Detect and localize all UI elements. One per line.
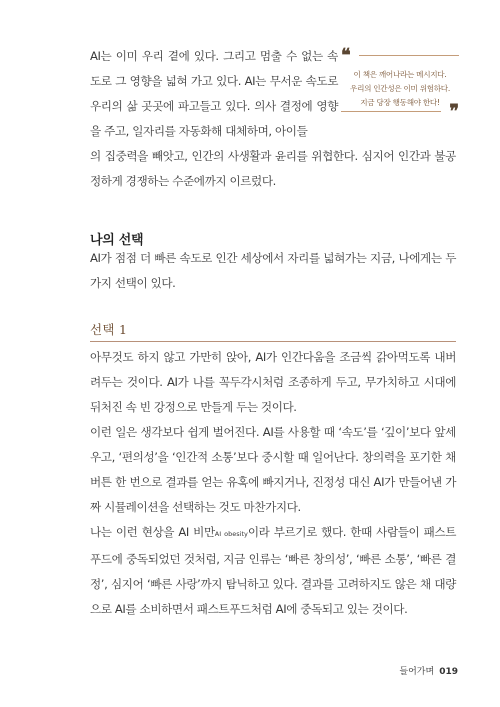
running-chapter-title: 들어가며: [399, 667, 435, 677]
option-label: 선택 1: [90, 322, 128, 337]
pullquote: [341, 45, 459, 122]
page-number: 019: [439, 667, 458, 677]
close-quote-icon: ❞: [449, 101, 459, 122]
option-paragraph-2: 이런 일은 생각보다 쉽게 벌어진다. AI를 사용할 때 ‘속도’를 ‘깊이’보다 앞세우고, ‘편의성’을 ‘인간적 소통’보다 중시할 때 일어난다. 창의력을 포기한 채 버튼 한 번으로 결과를 얻는 유혹에 빠지거나, 진정성 대신 AI가 만들어낸 가짜 시뮬레이션을 선택하는 것도 마찬가지다.: [90, 425, 456, 514]
section-intro-paragraph: AI가 점점 더 빠른 속도로 인간 세상에서 자리를 넓혀가는 지금, 나에게는 두 가지 선택이 있다.: [90, 251, 456, 290]
pullquote-line: 우리의 인간성은 이미 위험하다.: [350, 84, 450, 93]
paragraph-text: 이라 부르기로 했다. 한때 사람들이 패스트푸드에 중독되었던 것처럼, 지금 인류는 ‘빠른 창의성’, ‘빠른 소통’, ‘빠른 결정’, 심지어 ‘빠른 사랑’까지 탐닉하고 있다. 결과를 고려하지도 않은 채 대량으로 AI를 소비하면서 패스트푸드처럼 AI에 중독되고 있는 것이다.: [90, 525, 457, 616]
option-divider: [90, 341, 456, 342]
open-quote-icon: ❝: [341, 45, 351, 66]
section-title: 나의 선택: [90, 233, 144, 248]
pullquote-text: [341, 68, 459, 110]
pullquote-line: 이 책은 깨어나라는 메시지다.: [353, 70, 447, 79]
option-paragraph-1: 아무것도 하지 않고 가만히 앉아, AI가 인간다움을 조금씩 갉아먹도록 내버려두는 것이다. AI가 나를 꼭두각시처럼 조종하게 두고, 무가치하고 시대에 뒤처진 속 빈 강정으로 만들게 두는 것이다.: [90, 350, 456, 414]
pullquote-bottom-rule: [341, 111, 441, 112]
pullquote-line: 지금 당장 행동해야 한다!: [360, 98, 440, 107]
intro-paragraph-full: 의 집중력을 빼앗고, 인간의 사생활과 윤리를 위협한다. 심지어 인간과 불공정하게 경쟁하는 수준에까지 이르렀다.: [90, 149, 456, 188]
english-gloss: AI obesity: [214, 530, 248, 538]
paragraph-text: 나는 이런 현상을 AI 비만: [90, 525, 215, 539]
pullquote-top-rule: [359, 55, 459, 56]
page-footer: [399, 664, 458, 677]
option-paragraph-3: [90, 520, 456, 622]
intro-paragraph-narrow: AI는 이미 우리 곁에 있다. 그리고 멈출 수 없는 속도로 그 영향을 넓혀 가고 있다. AI는 무서운 속도로 우리의 삶 곳곳에 파고들고 있다. 의사 결정에 영향을 주고, 일자리를 자동화해 대체하며, 아이들: [90, 49, 338, 138]
